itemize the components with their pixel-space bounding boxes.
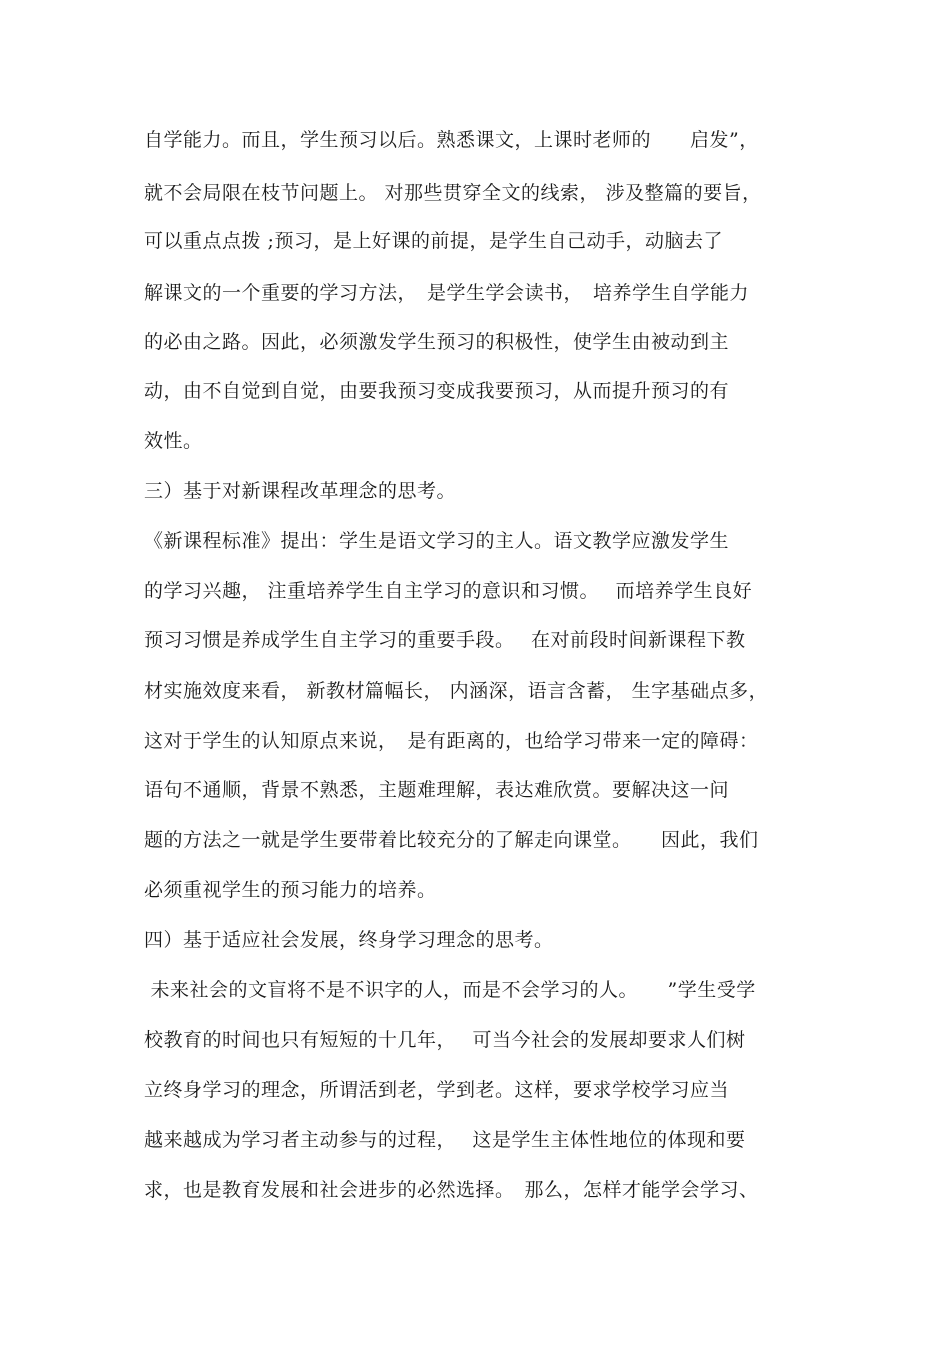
- text-line: 的学习兴趣， 注重培养学生自主学习的意识和习惯。 而培养学生良好: [144, 580, 753, 602]
- section-heading: 四）基于适应社会发展，终身学习理念的思考。: [144, 929, 554, 951]
- text-line: 解课文的一个重要的学习方法， 是学生学会读书， 培养学生自学能力: [144, 282, 750, 304]
- text-line: 动，由不自觉到自觉，由要我预习变成我要预习，从而提升预习的有: [144, 380, 730, 402]
- text-line: 求，也是教育发展和社会进步的必然选择。 那么，怎样才能学会学习、: [144, 1179, 759, 1201]
- text-line: 校教育的时间也只有短短的十几年， 可当今社会的发展却要求人们树: [144, 1029, 746, 1051]
- text-line: 预习习惯是养成学生自主学习的重要手段。 在对前段时间新课程下教: [144, 629, 746, 651]
- text-line: 语句不通顺，背景不熟悉，主题难理解，表达难欣赏。要解决这一问: [144, 779, 730, 801]
- text-line: 的必由之路。因此，必须激发学生预习的积极性，使学生由被动到主: [144, 331, 730, 353]
- text-line: 材实施效度来看， 新教材篇幅长， 内涵深，语言含蓄， 生字基础点多，: [144, 680, 769, 702]
- text-line: 《新课程标准》提出：学生是语文学习的主人。语文教学应激发学生: [144, 530, 730, 552]
- section-heading: 三）基于对新课程改革理念的思考。: [144, 480, 457, 502]
- text-line: 自学能力。而且，学生预习以后。熟悉课文，上课时老师的 启发”，: [144, 129, 759, 151]
- text-line: 效性。: [144, 430, 203, 452]
- text-line: 可以重点点拨 ;预习，是上好课的前提，是学生自己动手，动脑去了: [144, 230, 723, 252]
- text-line: 必须重视学生的预习能力的培养。: [144, 879, 437, 901]
- text-line: 就不会局限在枝节问题上。 对那些贯穿全文的线索， 涉及整篇的要旨，: [144, 182, 762, 204]
- text-line: 这对于学生的认知原点来说， 是有距离的，也给学习带来一定的障碍：: [144, 730, 759, 752]
- text-line: 越来越成为学习者主动参与的过程， 这是学生主体性地位的体现和要: [144, 1129, 746, 1151]
- text-line: 未来社会的文盲将不是不识字的人，而是不会学习的人。 ”学生受学: [144, 979, 756, 1001]
- text-line: 题的方法之一就是学生要带着比较充分的了解走向课堂。 因此，我们: [144, 829, 759, 851]
- text-line: 立终身学习的理念，所谓活到老，学到老。这样，要求学校学习应当: [144, 1079, 730, 1101]
